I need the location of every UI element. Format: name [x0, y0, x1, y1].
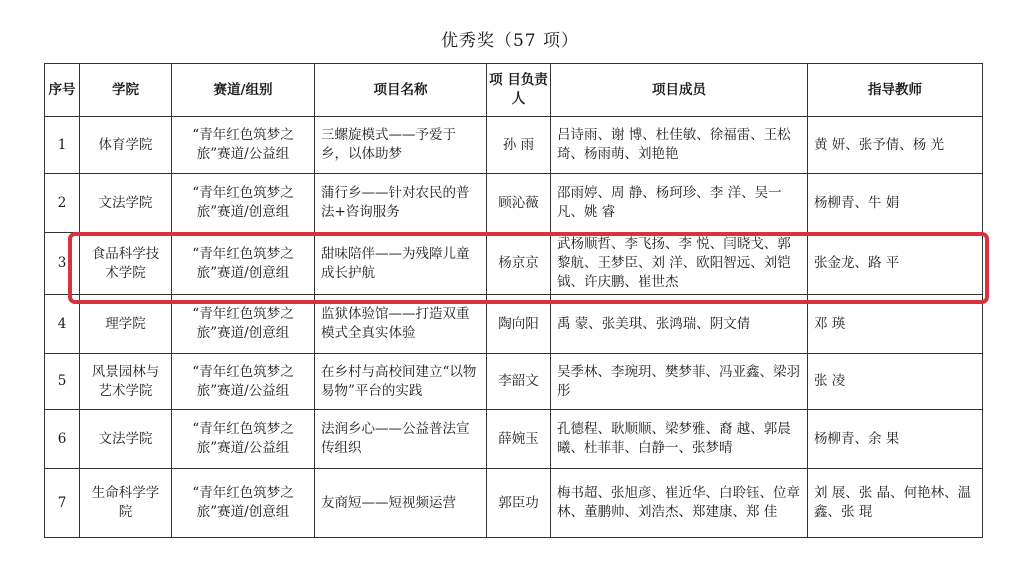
row-leader: 顾沁薇 — [487, 174, 551, 233]
row-track: “青年红色筑梦之旅”赛道/公益组 — [172, 410, 315, 469]
row-advisors: 张 凌 — [808, 354, 983, 410]
row-project: 甜味陪伴——为残障儿童成长护航 — [315, 233, 487, 295]
row-college: 风景园林与艺术学院 — [80, 354, 172, 410]
row-track: “青年红色筑梦之旅”赛道/公益组 — [172, 117, 315, 174]
header-track: 赛道/组别 — [172, 64, 315, 117]
page-title: 优秀奖（57 项） — [440, 31, 580, 51]
row-leader: 郭臣功 — [487, 469, 551, 538]
row-advisors: 杨柳青、余 果 — [808, 410, 983, 469]
table-row — [45, 295, 983, 354]
row-track: “青年红色筑梦之旅”赛道/公益组 — [172, 354, 315, 410]
row-advisors: 邓 瑛 — [808, 295, 983, 354]
row-members: 梅书超、张旭彦、崔近华、白聆钰、位章林、董鹏帅、刘浩杰、郑建康、郑 佳 — [551, 469, 808, 538]
row-members: 邵雨婷、周 静、杨珂珍、李 洋、吴一凡、姚 睿 — [551, 174, 808, 233]
header-leader: 项 目负责人 — [487, 64, 551, 117]
row-members: 吕诗雨、谢 博、杜佳敏、徐福雷、王松琦、杨雨萌、刘艳艳 — [551, 117, 808, 174]
row-project: 友商短——短视频运营 — [315, 469, 487, 538]
header-members: 项目成员 — [551, 64, 808, 117]
row-track: “青年红色筑梦之旅”赛道/创意组 — [172, 295, 315, 354]
row-index: 1 — [45, 117, 80, 174]
row-college: 体育学院 — [80, 117, 172, 174]
row-project: 蒲行乡——针对农民的普法+咨询服务 — [315, 174, 487, 233]
row-leader: 孙 雨 — [487, 117, 551, 174]
table-row — [45, 469, 983, 538]
row-members: 吴季林、李琬玥、樊梦菲、冯亚鑫、梁羽彤 — [551, 354, 808, 410]
row-members: 武杨顺哲、李飞扬、李 悦、闫晓戈、郭黎航、王梦臣、刘 洋、欧阳智远、刘铠钺、许庆鹏、崔世杰 — [551, 233, 808, 295]
row-leader: 杨京京 — [487, 233, 551, 295]
table-row-highlighted — [45, 233, 983, 295]
row-college: 理学院 — [80, 295, 172, 354]
row-members: 孔德程、耿顺顺、梁梦雅、裔 越、郭晨曦、杜菲菲、白静一、张梦晴 — [551, 410, 808, 469]
row-college: 生命科学学院 — [80, 469, 172, 538]
row-index: 5 — [45, 354, 80, 410]
table-row — [45, 174, 983, 233]
row-college: 文法学院 — [80, 410, 172, 469]
header-advisors: 指导教师 — [808, 64, 983, 117]
header-college: 学院 — [80, 64, 172, 117]
row-track: “青年红色筑梦之旅”赛道/创意组 — [172, 469, 315, 538]
row-index: 3 — [45, 233, 80, 295]
awards-table — [44, 63, 983, 538]
row-project: 三螺旋模式——予爱于乡，以体助梦 — [315, 117, 487, 174]
table-row — [45, 354, 983, 410]
row-index: 6 — [45, 410, 80, 469]
row-index: 2 — [45, 174, 80, 233]
table-row — [45, 410, 983, 469]
row-index: 4 — [45, 295, 80, 354]
header-index: 序号 — [45, 64, 80, 117]
header-row — [45, 64, 983, 117]
table-row — [45, 117, 983, 174]
row-advisors: 张金龙、路 平 — [808, 233, 983, 295]
row-project: 监狱体验馆——打造双重模式全真实体验 — [315, 295, 487, 354]
header-project: 项目名称 — [315, 64, 487, 117]
row-index: 7 — [45, 469, 80, 538]
row-track: “青年红色筑梦之旅”赛道/创意组 — [172, 174, 315, 233]
row-leader: 陶向阳 — [487, 295, 551, 354]
row-members: 禹 蒙、张美琪、张鸿瑞、阴文倩 — [551, 295, 808, 354]
row-project: 在乡村与高校间建立“以物易物”平台的实践 — [315, 354, 487, 410]
row-advisors: 刘 展、张 晶、何艳林、温 鑫、张 琨 — [808, 469, 983, 538]
row-advisors: 杨柳青、牛 娟 — [808, 174, 983, 233]
row-advisors: 黄 妍、张予倩、杨 光 — [808, 117, 983, 174]
row-leader: 李韶文 — [487, 354, 551, 410]
row-college: 文法学院 — [80, 174, 172, 233]
row-leader: 薛婉玉 — [487, 410, 551, 469]
row-college: 食品科学技术学院 — [80, 233, 172, 295]
row-project: 法润乡心——公益普法宣传组织 — [315, 410, 487, 469]
row-track: “青年红色筑梦之旅”赛道/创意组 — [172, 233, 315, 295]
